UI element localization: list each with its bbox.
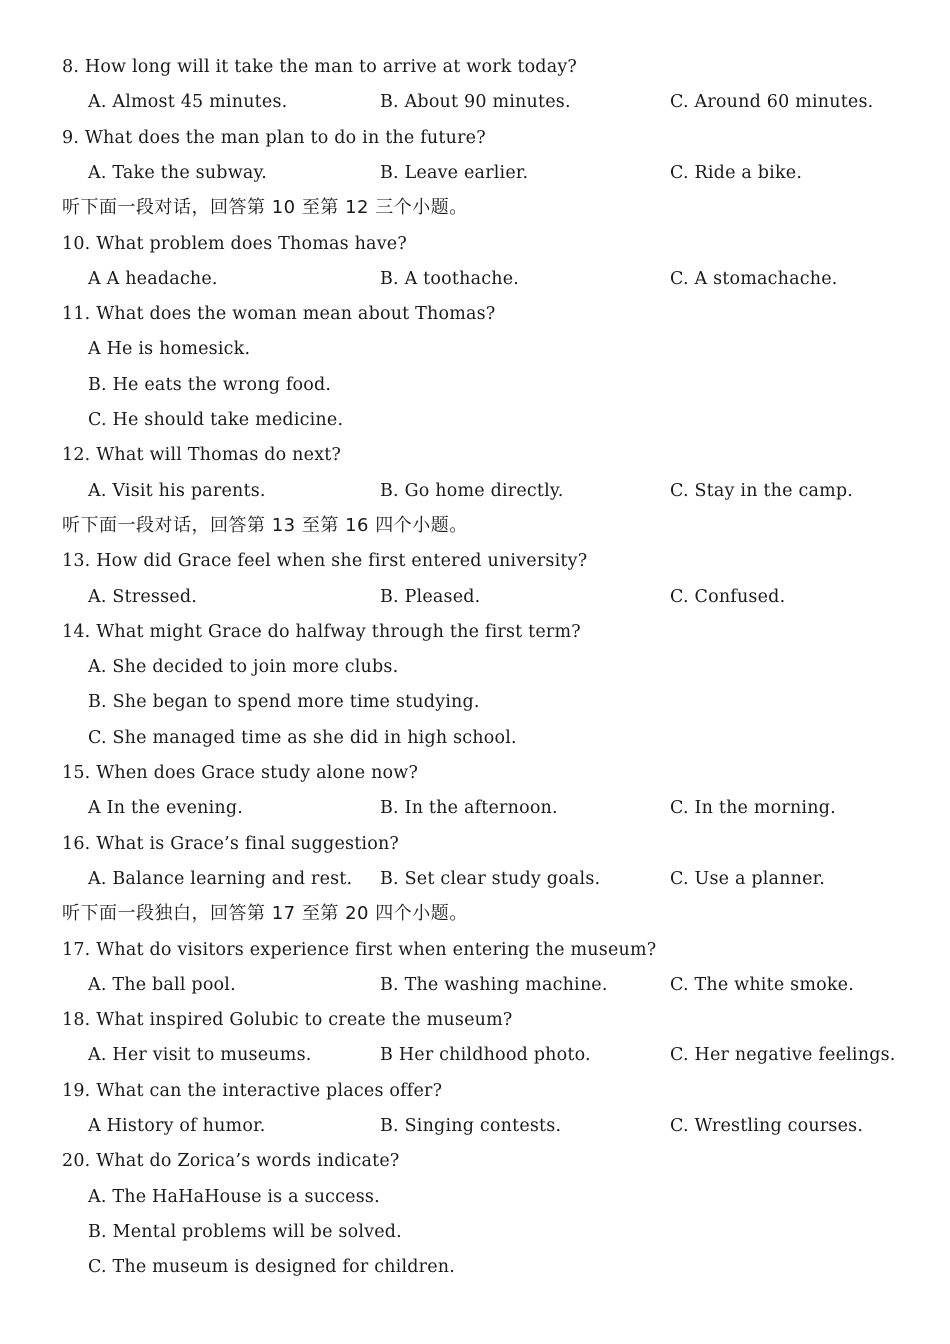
option-c: C. In the morning. [670,798,836,819]
options-row [0,334,950,364]
question-text: 19. What can the interactive places offer? [62,1080,443,1101]
options-row [0,405,950,435]
question-row [0,935,950,965]
question-text: 18. What inspired Golubic to create the museum? [62,1010,513,1031]
question-row [0,1076,950,1106]
question-text: 8. How long will it take the man to arrive at work today? [62,57,578,77]
option-a: C. She managed time as she did in high school. [88,727,517,748]
option-a: C. The museum is designed for children. [88,1257,456,1278]
option-c: C. Confused. [670,586,786,607]
question-text: 20. What do Zorica’s words indicate? [62,1151,400,1172]
options-row [0,1217,950,1247]
option-b: B. Set clear study goals. [380,868,601,889]
option-a: A. Take the subway. [88,162,268,183]
option-a: A. Stressed. [88,586,197,607]
section-heading: 听下面一段独白，回答第 17 至第 20 四个小题。 [62,903,468,925]
options-row [0,723,950,753]
option-c: C. Ride a bike. [670,162,803,183]
option-c: C. Her negative feelings. [670,1045,896,1066]
section-heading: 听下面一段对话，回答第 13 至第 16 四个小题。 [62,514,468,536]
question-text: 10. What problem does Thomas have? [62,233,407,254]
question-row [0,758,950,788]
option-a: C. He should take medicine. [88,410,344,430]
option-b: B. Go home directly. [380,480,564,501]
option-b: B. Pleased. [380,586,481,607]
question-text: 14. What might Grace do halfway through the first term? [62,621,581,642]
option-a: A He is homesick. [88,339,251,360]
option-a: A History of humor. [88,1116,266,1136]
question-text: 12. What will Thomas do next? [62,445,342,466]
option-a: A. The HaHaHouse is a success. [88,1186,380,1207]
question-text: 17. What do visitors experience first when entering the museum? [62,939,657,960]
option-a: A In the evening. [88,798,244,819]
question-row [0,617,950,647]
options-row [0,158,950,188]
option-a: B. Mental problems will be solved. [88,1221,402,1242]
options-row [0,264,950,294]
option-c: C. A stomachache. [670,268,838,289]
options-row [0,687,950,717]
option-a: A. Almost 45 minutes. [88,92,288,113]
option-c: C. Around 60 minutes. [670,92,874,113]
question-row [0,1146,950,1176]
question-row [0,123,950,153]
section-heading: 听下面一段对话，回答第 10 至第 12 三个小题。 [62,197,468,219]
question-text: 13. How did Grace feel when she first entered university? [62,551,588,572]
question-row [0,52,950,82]
option-a: A. The ball pool. [88,974,236,995]
option-b: B. The washing machine. [380,974,608,995]
question-text: 9. What does the man plan to do in the future? [62,127,486,148]
option-b: B. In the afternoon. [380,798,558,819]
question-text: 15. When does Grace study alone now? [62,763,419,783]
option-a: A. She decided to join more clubs. [88,657,399,678]
option-c: C. Stay in the camp. [670,480,854,501]
options-row [0,87,950,117]
question-text: 11. What does the woman mean about Thomas? [62,304,496,325]
section-heading-row [0,193,950,223]
question-row [0,1005,950,1035]
option-a: B. He eats the wrong food. [88,374,332,395]
question-row [0,229,950,259]
option-a: A. Balance learning and rest. [88,868,353,889]
option-c: C. Use a planner. [670,868,826,889]
options-row [0,1252,950,1282]
options-row [0,1182,950,1212]
question-text: 16. What is Grace’s final suggestion? [62,833,400,854]
option-a: A. Visit his parents. [88,480,266,501]
option-c: C. The white smoke. [670,974,854,995]
options-row [0,970,950,1000]
options-row [0,582,950,612]
section-heading-row [0,511,950,541]
options-row [0,652,950,682]
options-row [0,1111,950,1141]
option-a: A A headache. [88,268,218,289]
section-heading-row [0,899,950,929]
question-row [0,440,950,470]
question-row [0,829,950,859]
options-row [0,864,950,894]
question-row [0,299,950,329]
options-row [0,1040,950,1070]
option-c: C. Wrestling courses. [670,1116,864,1136]
option-b: B Her childhood photo. [380,1045,591,1066]
option-b: B. A toothache. [380,268,520,289]
option-a: B. She began to spend more time studying. [88,692,480,713]
option-b: B. Singing contests. [380,1116,562,1136]
option-b: B. Leave earlier. [380,162,529,183]
options-row [0,370,950,400]
options-row [0,793,950,823]
question-row [0,546,950,576]
option-a: A. Her visit to museums. [88,1045,312,1066]
options-row [0,476,950,506]
option-b: B. About 90 minutes. [380,92,571,113]
